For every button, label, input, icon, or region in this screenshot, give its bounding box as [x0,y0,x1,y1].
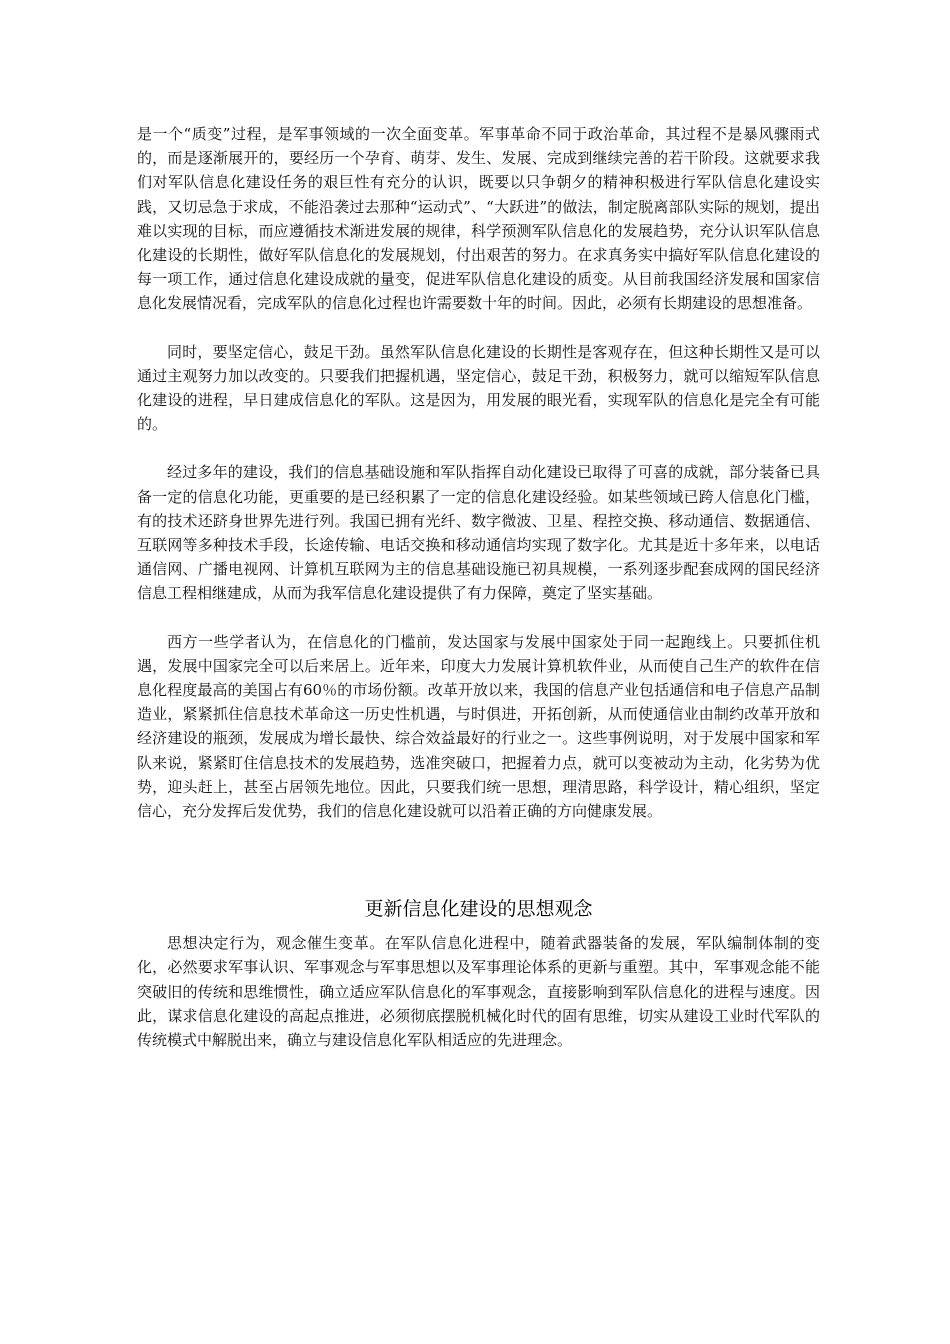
section-heading: 更新信息化建设的思想观念 [364,898,593,921]
paragraph-3: 经过多年的建设，我们的信息基础设施和军队指挥自动化建设已取得了可喜的成就，部分装备已具备一定的信息化功能，更重要的是已经积累了一定的信息化建设经验。如某些领域已跨人信息化门槛，有的技术还跻身世界先进行列。我国已拥有光纤、数字微波、卫星、程控交换、移动通信、数据通信、互联网等多种技术手段，长途传输、电话交换和移动通信均实现了数字化。尤其是近十多年来，以电话通信网、广播电视网、计算机互联网为主的信息基础设施已初具规模，一系列逐步配套成网的国民经济信息工程相继建成，从而为我军信息化建设提供了有力保障，奠定了坚实基础。 [137,463,820,603]
document-body [137,122,820,1052]
section-paragraph-1: 思想决定行为，观念催生变革。在军队信息化进程中，随着武器装备的发展，军队编制体制的变化，必然要求军事认识、军事观念与军事思想以及军事理论体系的更新与重塑。其中，军事观念能不能突破旧的传统和思维惯性，确立适应军队信息化的军事观念，直接影响到军队信息化的进程与速度。因此，谋求信息化建设的高起点推进，必须彻底摆脱机械化时代的固有思维，切实从建设工业时代军队的传统模式中解脱出来，确立与建设信息化军队相适应的先进理念。 [137,934,820,1050]
paragraph-4: 西方一些学者认为，在信息化的门槛前，发达国家与发展中国家处于同一起跑线上。只要抓住机遇，发展中国家完全可以后来居上。近年来，印度大力发展计算机软件业，从而使自己生产的软件在信息化程度最高的美国占有60％的市场份额。改革开放以来，我国的信息产业包括通信和电子信息产品制造业，紧紧抓住信息技术革命这一历史性机遇，与时俱进，开拓创新，从而使通信业由制约改革开放和经济建设的瓶颈，发展成为增长最快、综合效益最好的行业之一。这些事例说明，对于发展中国家和军队来说，紧紧盯住信息技术的发展趋势，选准突破口，把握着力点，就可以变被动为主动，化劣势为优势，迎头赶上，甚至占居领先地位。因此，只要我们统一思想，理清思路，科学设计，精心组织，坚定信心，充分发挥后发优势，我们的信息化建设就可以沿着正确的方向健康发展。 [137,632,820,821]
paragraph-1: 是一个“质变”过程，是军事领域的一次全面变革。军事革命不同于政治革命，其过程不是暴风骤雨式的，而是逐渐展开的，要经历一个孕育、萌芽、发生、发展、完成到继续完善的若干阶段。这就要求我们对军队信息化建设任务的艰巨性有充分的认识，既要以只争朝夕的精神积极进行军队信息化建设实践，又切忌急于求成，不能沿袭过去那种“运动式”、“大跃进”的做法，制定脱离部队实际的规划，提出难以实现的目标，而应遵循技术渐进发展的规律，科学预测军队信息化的发展趋势，充分认识军队信息化建设的长期性，做好军队信息化的发展规划，付出艰苦的努力。在求真务实中搞好军队信息化建设的每一项工作，通过信息化建设成就的量变，促进军队信息化建设的质变。从目前我国经济发展和国家信息化发展情况看，完成军队的信息化过程也许需要数十年的时间。因此，必须有长期建设的思想准备。 [137,125,820,313]
paragraph-2: 同时，要坚定信心，鼓足干劲。虽然军队信息化建设的长期性是客观存在，但这种长期性又是可以通过主观努力加以改变的。只要我们把握机遇，坚定信心，鼓足干劲，积极努力，就可以缩短军队信息化建设的进程，早日建成信息化的军队。这是因为，用发展的眼光看，实现军队的信息化是完全有可能的。 [137,342,820,434]
